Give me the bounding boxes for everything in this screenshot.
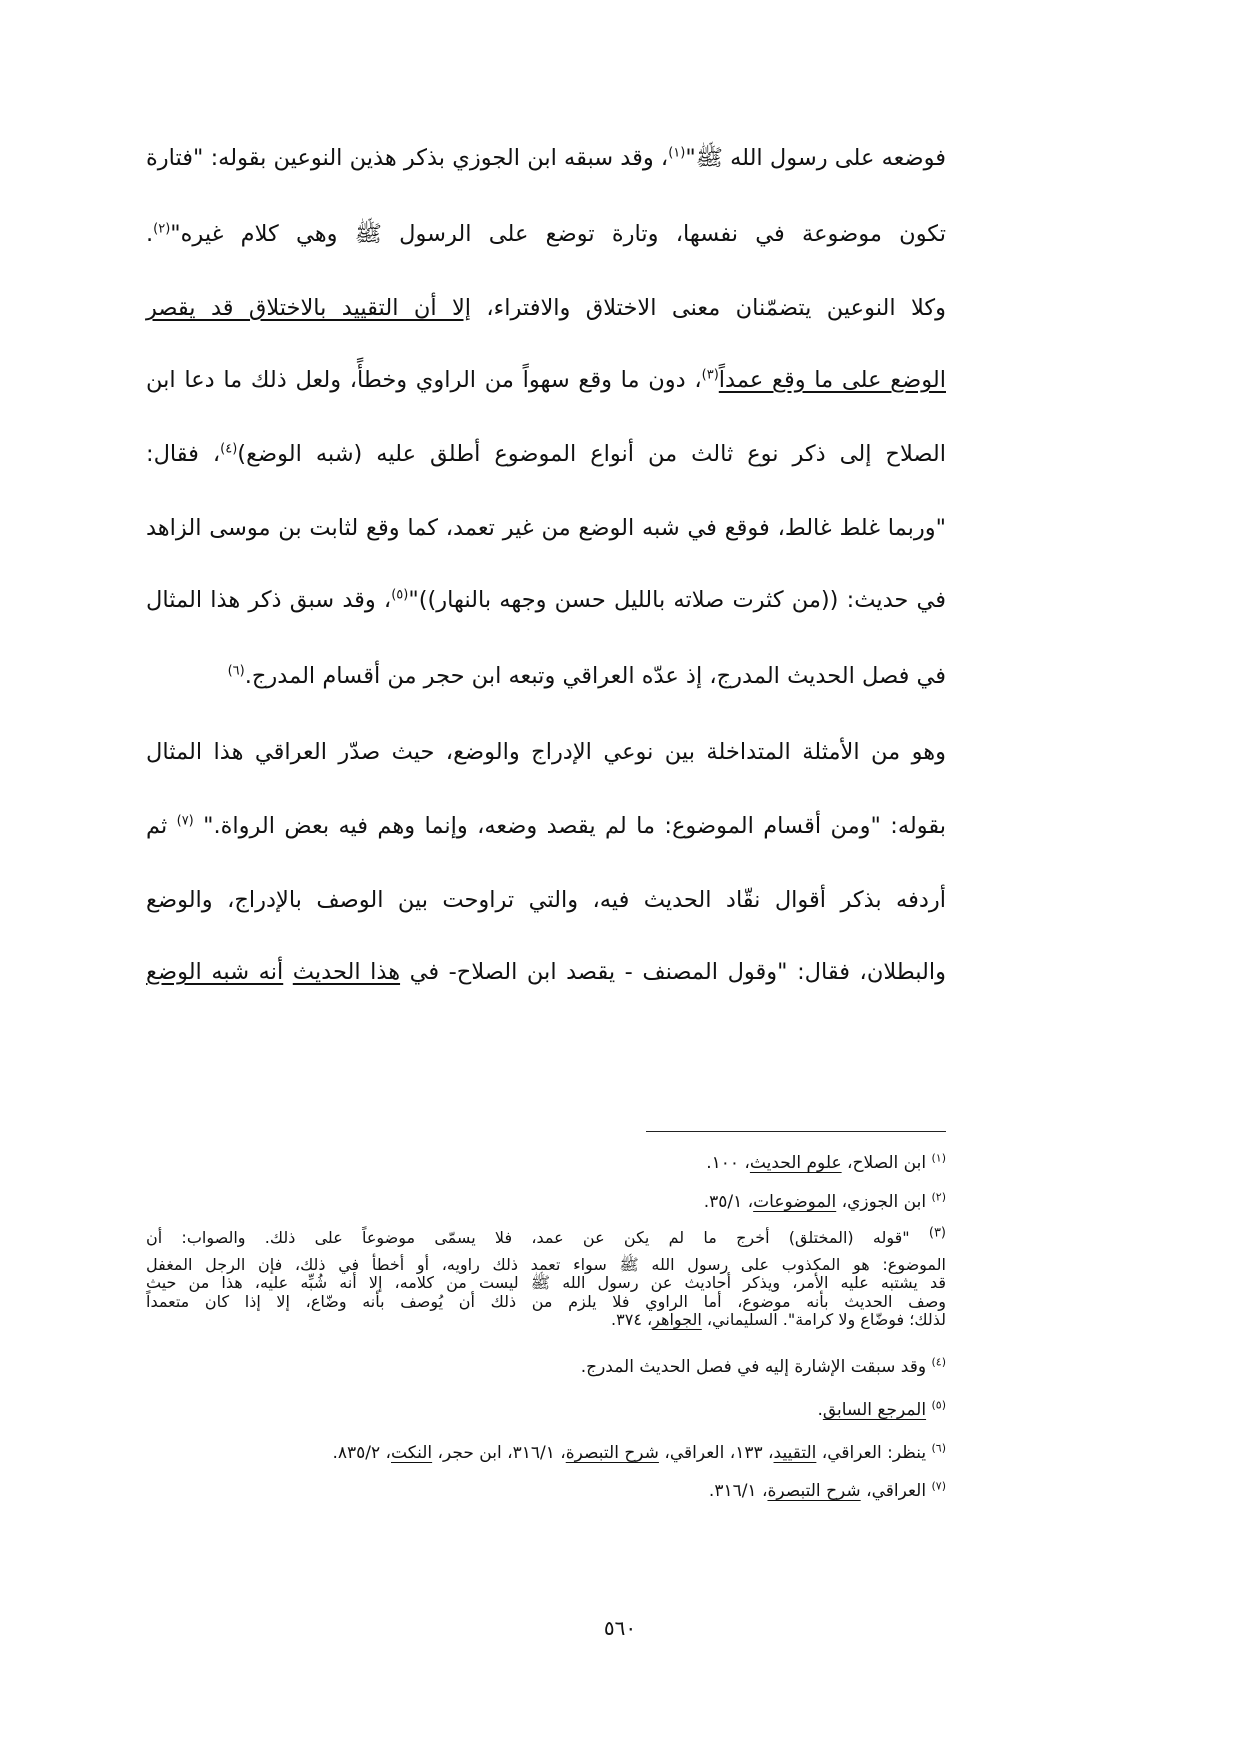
text-line-12: والبطلان، فقال: "وقول المصنف - يقصد ابن الصلاح- في هذا الحديث أنه شبه الوضع xyxy=(146,959,946,985)
text-line-8: في فصل الحديث المدرج، إذ عدّه العراقي وتبعه ابن حجر من أقسام المدرج.$^{(٦)}$ xyxy=(227,663,946,689)
page-number: ٥٦٠ xyxy=(603,1616,637,1640)
text-line-6: "وربما غلط غالط، فوقع في شبه الوضع من غير تعمد، كما وقع لثابت بن موسى الزاهد xyxy=(146,515,946,541)
footnote-3-line: قد يشتبه عليه الأمر، ويذكر أحاديث عن رسول الله ﷺ ليست من كلامه، إلا أنه شُبِّه عليه، هذا من حيث xyxy=(146,1273,946,1292)
footnote-3-line: لذلك؛ فوضّاع ولا كرامة". السليماني، الجواهر، ٣٧٤. xyxy=(611,1310,946,1329)
footnote-3-line: $^{(٣)}$ "قوله (المختلق) أخرج ما لم يكن عن عمد، فلا يسمّى موضوعاً على ذلك. والصواب: أن xyxy=(146,1225,946,1247)
footnote-5: $^{(٥)}$ المرجع السابق. xyxy=(817,1398,946,1420)
footnote-4: $^{(٤)}$ وقد سبقت الإشارة إليه في فصل الحديث المدرج. xyxy=(580,1355,946,1377)
footnote-2: $^{(٢)}$ ابن الجوزي، الموضوعات، ٣٥/١. xyxy=(703,1190,946,1212)
footnote-1: $^{(١)}$ ابن الصلاح، علوم الحديث، ١٠٠. xyxy=(706,1151,946,1173)
footnote-3-line: الموضوع: هو المكذوب على رسول الله ﷺ سواء تعمد ذلك راويه، أو أخطأ في ذلك، فإن الرجل المغفل xyxy=(146,1254,946,1274)
footnote-3 xyxy=(146,1225,946,1330)
text-line-2: تكون موضوعة في نفسها، وتارة توضع على الرسول ﷺ وهي كلام غيره"$^{(٢)}$. xyxy=(146,221,946,247)
text-line-1: فوضعه على رسول الله ﷺ"$^{(١)}$، وقد سبقه ابن الجوزي بذكر هذين النوعين بقوله: "فتارة xyxy=(146,145,946,171)
main-text xyxy=(146,146,946,985)
footnote-6: $^{(٦)}$ ينظر: العراقي، التقييد، ١٣٣، العراقي، شرح التبصرة، ٣١٦/١، ابن حجر، النكت، ٨٣٥/٢. xyxy=(332,1441,946,1463)
footnote-3-line: وصف الحديث بأنه موضوع، أما الراوي فلا يلزم من ذلك أن يُوصف بأنه وضّاع، إلا إذا كان متعمداً xyxy=(146,1291,946,1311)
footnote-separator xyxy=(646,1131,946,1132)
text-line-11: أردفه بذكر أقوال نقّاد الحديث فيه، والتي تراوحت بين الوصف بالإدراج، والوضع xyxy=(146,887,946,913)
footnote-7: $^{(٧)}$ العراقي، شرح التبصرة، ٣١٦/١. xyxy=(708,1479,946,1501)
text-line-7: في حديث: ((من كثرت صلاته بالليل حسن وجهه بالنهار))"$^{(٥)}$، وقد سبق ذكر هذا المثال xyxy=(146,587,946,613)
text-line-10: بقوله: "ومن أقسام الموضوع: ما لم يقصد وضعه، وإنما وهم فيه بعض الرواة." $^{(٧)}$ ثم xyxy=(146,813,947,839)
text-line-9: وهو من الأمثلة المتداخلة بين نوعي الإدراج والوضع، حيث صدّر العراقي هذا المثال xyxy=(146,739,946,765)
text-line-3: وكلا النوعين يتضمّنان معنى الاختلاق والافتراء، إلا أن التقييد بالاختلاق قد يقصر xyxy=(146,295,946,321)
text-line-4: الوضع على ما وقع عمداً$^{(٣)}$، دون ما وقع سهواً من الراوي وخطأً، ولعل ذلك ما دعا ابن xyxy=(146,367,946,393)
text-line-5: الصلاح إلى ذكر نوع ثالث من أنواع الموضوع أطلق عليه (شبه الوضع)$^{(٤)}$، فقال: xyxy=(146,441,946,467)
